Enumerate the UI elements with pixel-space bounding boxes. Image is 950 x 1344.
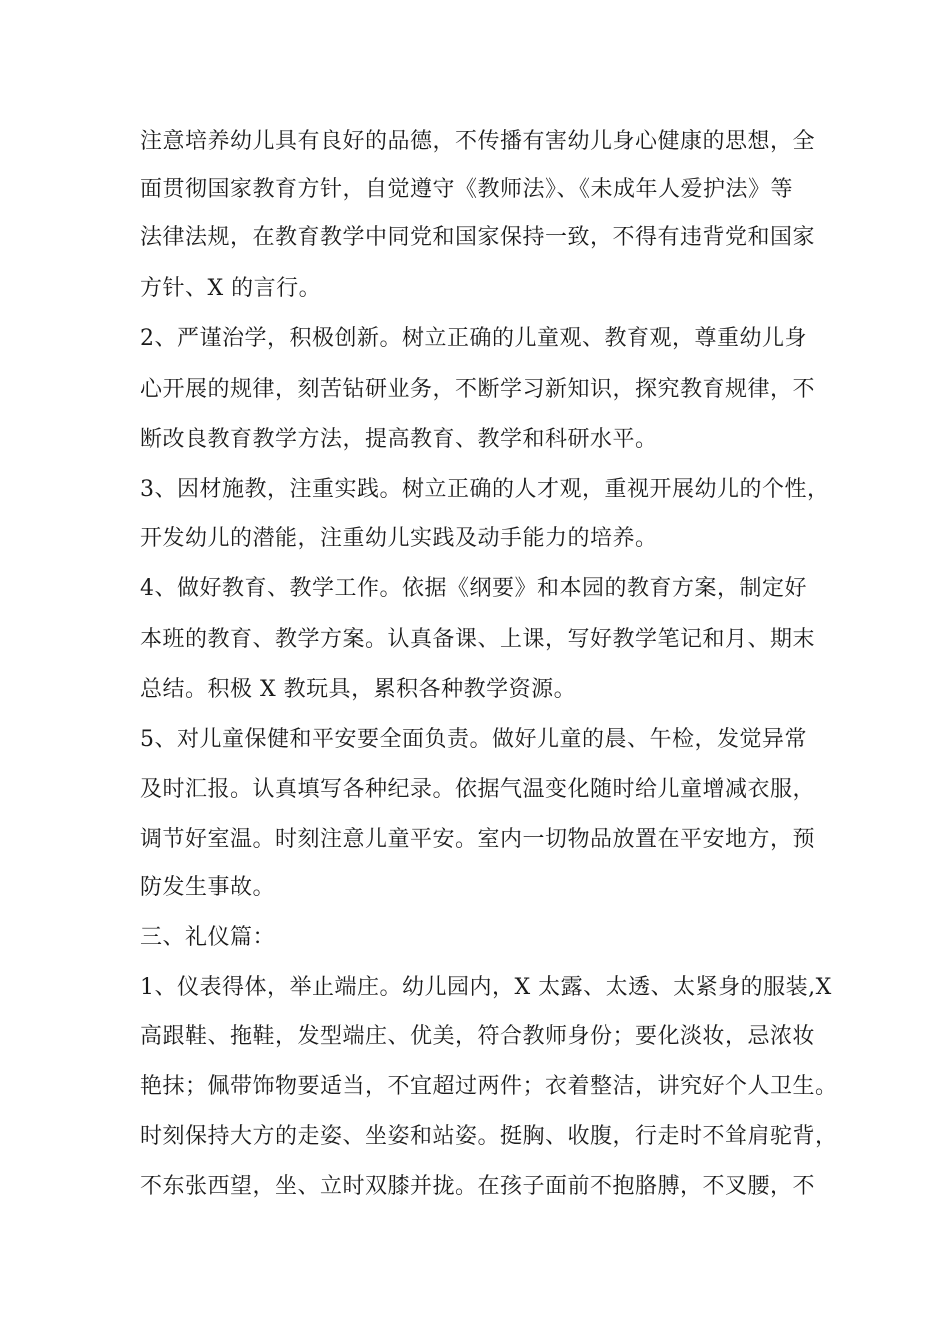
section-heading: 三、礼仪篇： bbox=[140, 925, 276, 950]
text-line: 及时汇报。认真填写各种纪录。依据气温变化随时给儿童增减衣服， bbox=[140, 777, 816, 802]
text-line: 开发幼儿的潜能，注重幼儿实践及动手能力的培养。 bbox=[140, 526, 658, 551]
text-line: 防发生事故。 bbox=[140, 875, 276, 900]
text-line: 断改良教育教学方法，提高教育、教学和科研水平。 bbox=[140, 427, 658, 452]
text-line: 2、严谨治学，积极创新。树立正确的儿童观、教育观，尊重幼儿身 bbox=[140, 326, 807, 351]
text-line: 5、对儿童保健和平安要全面负责。做好儿童的晨、午检，发觉异常 bbox=[140, 727, 807, 752]
text-line: 1、仪表得体，举止端庄。幼儿园内，X 太露、太透、太紧身的服装,X bbox=[140, 975, 832, 1000]
text-line: 法律法规，在教育教学中同党和国家保持一致，不得有违背党和国家 bbox=[140, 225, 816, 250]
text-line: 不东张西望，坐、立时双膝并拢。在孩子面前不抱胳膊，不叉腰，不 bbox=[140, 1174, 816, 1199]
text-line: 心开展的规律，刻苦钻研业务，不断学习新知识，探究教育规律，不 bbox=[140, 377, 816, 402]
text-line: 方针、X 的言行。 bbox=[140, 276, 322, 301]
text-line: 3、因材施教，注重实践。树立正确的人才观，重视开展幼儿的个性， bbox=[140, 477, 830, 502]
text-line: 面贯彻国家教育方针，自觉遵守《教师法》、《未成年人爱护法》等 bbox=[140, 177, 794, 202]
text-line: 本班的教育、教学方案。认真备课、上课，写好教学笔记和月、期末 bbox=[140, 627, 816, 652]
text-line: 总结。积极 X 教玩具，累积各种教学资源。 bbox=[140, 677, 577, 702]
text-line: 时刻保持大方的走姿、坐姿和站姿。挺胸、收腹，行走时不耸肩驼背， bbox=[140, 1124, 838, 1149]
text-line: 高跟鞋、拖鞋，发型端庄、优美，符合教师身份；要化淡妆，忌浓妆 bbox=[140, 1024, 816, 1049]
text-line: 艳抹；佩带饰物要适当，不宜超过两件；衣着整洁，讲究好个人卫生。 bbox=[140, 1074, 838, 1099]
text-line: 4、做好教育、教学工作。依据《纲要》和本园的教育方案，制定好 bbox=[140, 576, 807, 601]
text-line: 调节好室温。时刻注意儿童平安。室内一切物品放置在平安地方，预 bbox=[140, 827, 816, 852]
text-line: 注意培养幼儿具有良好的品德，不传播有害幼儿身心健康的思想，全 bbox=[140, 129, 816, 154]
